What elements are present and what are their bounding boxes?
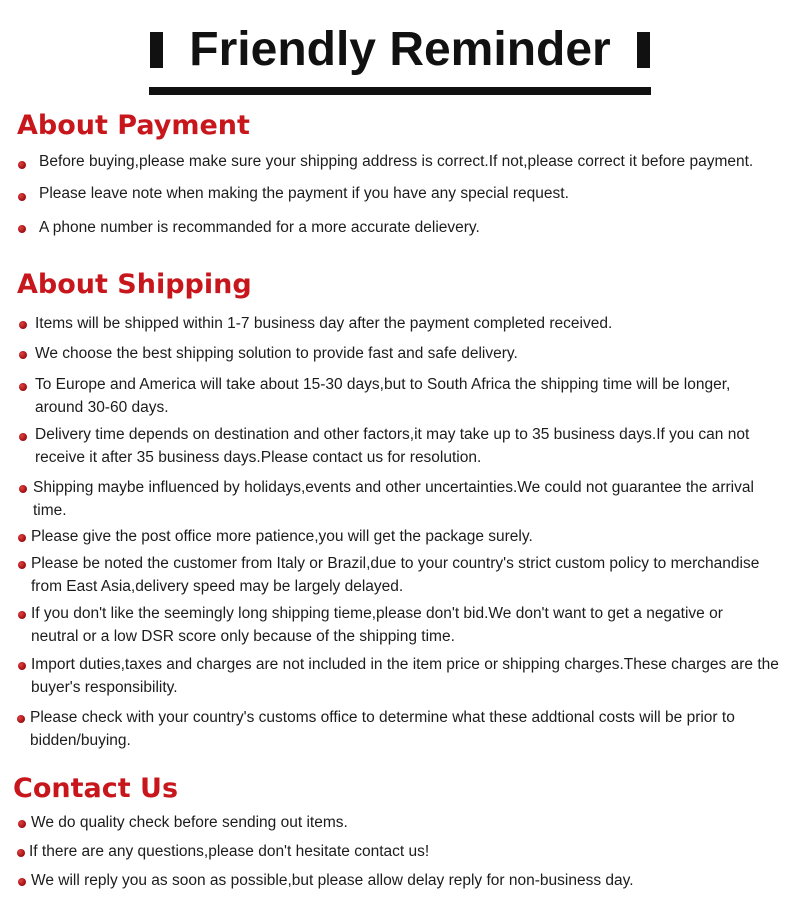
bullet-icon <box>18 193 26 201</box>
shipping-item: Please give the post office more patience,you will get the package surely. <box>31 528 533 545</box>
bullet-icon <box>18 225 26 233</box>
payment-item: Before buying,please make sure your shipping address is correct.If not,please correct it before payment. <box>39 153 754 170</box>
shipping-item: Shipping maybe influenced by holidays,events and other uncertainties.We could not guarantee the arrival time. <box>33 479 754 519</box>
bullet-icon <box>17 849 25 857</box>
shipping-item: Please be noted the customer from Italy or Brazil,due to your country's strict custom policy to merchandise from East Asia,delivery speed may be largely delayed. <box>31 555 760 595</box>
bullet-icon <box>18 561 26 569</box>
shipping-item: Items will be shipped within 1-7 business day after the payment completed received. <box>35 315 613 332</box>
page-header <box>0 0 800 100</box>
bullet-icon <box>18 611 26 619</box>
bullet-icon <box>19 383 27 391</box>
contact-item: If there are any questions,please don't hesitate contact us! <box>29 843 430 860</box>
payment-item: A phone number is recommanded for a more accurate delievery. <box>39 219 480 236</box>
shipping-item: Please check with your country's customs office to determine what these addtional costs will be prior to bidden/buying. <box>30 709 735 749</box>
bullet-icon <box>19 485 27 493</box>
bullet-icon <box>18 662 26 670</box>
bullet-icon <box>18 878 26 886</box>
title-right-bar <box>637 32 650 68</box>
payment-heading: About Payment <box>17 110 250 141</box>
shipping-item: To Europe and America will take about 15-30 days,but to South Africa the shipping time will be longer, around 30-60 days. <box>35 376 731 416</box>
shipping-item: Delivery time depends on destination and other factors,it may take up to 35 business days.If you can not receive it after 35 business days.Please contact us for resolution. <box>35 426 750 466</box>
contact-item: We do quality check before sending out items. <box>31 814 348 831</box>
bullet-icon <box>18 534 26 542</box>
contact-item: We will reply you as soon as possible,but please allow delay reply for non-business day. <box>31 872 634 889</box>
bullet-icon <box>19 321 27 329</box>
bullet-icon <box>17 715 25 723</box>
contact-heading: Contact Us <box>13 773 179 804</box>
shipping-heading: About Shipping <box>17 269 252 300</box>
title-underline <box>149 87 651 95</box>
bullet-icon <box>19 433 27 441</box>
page-title: Friendly Reminder <box>189 23 611 76</box>
bullet-icon <box>19 351 27 359</box>
bullet-icon <box>18 820 26 828</box>
shipping-item: We choose the best shipping solution to provide fast and safe delivery. <box>35 345 518 362</box>
shipping-item: Import duties,taxes and charges are not included in the item price or shipping charges.These charges are the buyer's responsibility. <box>31 656 779 696</box>
shipping-item: If you don't like the seemingly long shipping tieme,please don't bid.We don't want to get a negative or neutral or a low DSR score only because of the shipping time. <box>31 605 723 645</box>
bullet-icon <box>18 161 26 169</box>
payment-item: Please leave note when making the payment if you have any special request. <box>39 185 569 202</box>
